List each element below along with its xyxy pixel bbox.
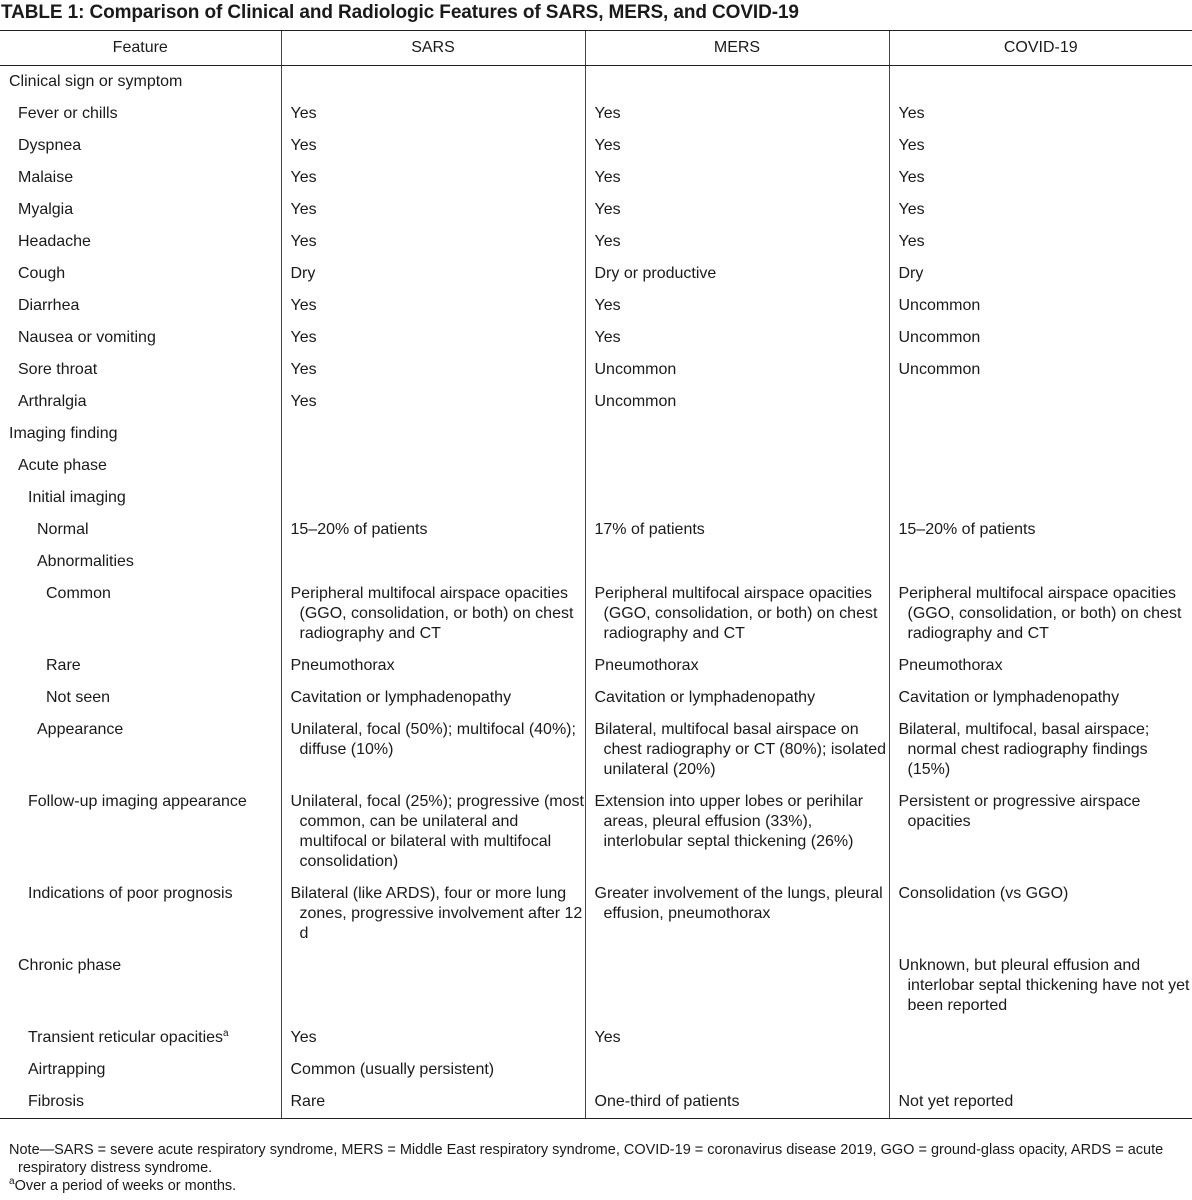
table-row — [0, 1086, 1192, 1119]
mers-value: One-third of patients — [594, 1093, 740, 1110]
sars-cell — [281, 194, 585, 226]
table-row — [0, 1054, 1192, 1086]
table-row — [0, 418, 1192, 450]
sars-value: Pneumothorax — [290, 657, 395, 674]
covid-value: Yes — [898, 201, 925, 218]
mers-value: 17% of patients — [594, 521, 705, 538]
sars-value: Yes — [290, 361, 317, 378]
table-row — [0, 546, 1192, 578]
sars-cell — [281, 130, 585, 162]
sars-cell — [281, 322, 585, 354]
sars-value: Yes — [290, 329, 317, 346]
mers-value: Yes — [594, 105, 621, 122]
feature-cell — [0, 418, 281, 450]
feature-cell — [0, 98, 281, 130]
feature-label: Cough — [18, 265, 66, 282]
sars-cell — [281, 514, 585, 546]
footnote-text: Over a period of weeks or months. — [14, 1178, 237, 1194]
sars-cell — [281, 786, 585, 878]
covid-value: Not yet reported — [898, 1093, 1014, 1110]
covid-cell — [889, 322, 1192, 354]
mers-value: Yes — [594, 201, 621, 218]
feature-label: Airtrapping — [28, 1061, 106, 1078]
feature-cell — [0, 714, 281, 786]
table-row — [0, 322, 1192, 354]
feature-label: Not seen — [46, 689, 111, 706]
table-row — [0, 258, 1192, 290]
mers-cell — [585, 578, 889, 650]
feature-cell — [0, 578, 281, 650]
covid-cell — [889, 1054, 1192, 1086]
sars-value: Yes — [290, 393, 317, 410]
header-row — [0, 31, 1192, 66]
feature-cell — [0, 130, 281, 162]
table-notes — [9, 1141, 1189, 1195]
mers-value: Yes — [594, 137, 621, 154]
mers-value: Extension into upper lobes or perihilar areas, pleural effusion (33%), interlobular septal thickening (26%) — [594, 793, 864, 850]
mers-value: Pneumothorax — [594, 657, 699, 674]
footnote-marker: a — [223, 1028, 229, 1039]
table-row — [0, 290, 1192, 322]
covid-cell — [889, 950, 1192, 1022]
sars-cell — [281, 98, 585, 130]
covid-cell — [889, 682, 1192, 714]
sars-cell — [281, 714, 585, 786]
sars-cell — [281, 162, 585, 194]
sars-value: Unilateral, focal (50%); multifocal (40%); diffuse (10%) — [290, 721, 576, 758]
covid-value: Unknown, but pleural effusion and interlobar septal thickening have not yet been reported — [898, 957, 1190, 1014]
covid-cell — [889, 786, 1192, 878]
mers-cell — [585, 194, 889, 226]
sars-value: Yes — [290, 297, 317, 314]
sars-value: Cavitation or lymphadenopathy — [290, 689, 512, 706]
column-header-feature: Feature — [0, 31, 281, 66]
table-row — [0, 194, 1192, 226]
mers-value: Yes — [594, 297, 621, 314]
feature-cell — [0, 258, 281, 290]
covid-value: Persistent or progressive airspace opacities — [898, 793, 1141, 830]
table-body — [0, 66, 1192, 1119]
covid-cell — [889, 578, 1192, 650]
feature-label: Diarrhea — [18, 297, 80, 314]
mers-cell — [585, 714, 889, 786]
sars-cell — [281, 950, 585, 1022]
sars-value: Unilateral, focal (25%); progressive (most common, can be unilateral and multifocal or bilateral with multifocal consolidation) — [290, 793, 584, 870]
feature-label: Common — [46, 585, 111, 602]
covid-value: Bilateral, multifocal, basal airspace; normal chest radiography findings (15%) — [898, 721, 1150, 778]
table-row — [0, 1022, 1192, 1054]
table-row — [0, 482, 1192, 514]
footnote — [9, 1178, 236, 1194]
mers-value: Greater involvement of the lungs, pleural effusion, pneumothorax — [594, 885, 883, 922]
mers-value: Uncommon — [594, 393, 677, 410]
mers-cell — [585, 482, 889, 514]
mers-cell — [585, 258, 889, 290]
mers-cell — [585, 1054, 889, 1086]
feature-cell — [0, 354, 281, 386]
sars-cell — [281, 878, 585, 950]
mers-cell — [585, 1086, 889, 1119]
mers-value: Yes — [594, 329, 621, 346]
feature-cell — [0, 226, 281, 258]
sars-cell — [281, 546, 585, 578]
feature-label: Rare — [46, 657, 81, 674]
sars-value: Yes — [290, 137, 317, 154]
table-row — [0, 682, 1192, 714]
feature-cell — [0, 322, 281, 354]
table-row — [0, 578, 1192, 650]
feature-label: Imaging finding — [9, 425, 118, 442]
sars-value: Yes — [290, 1029, 317, 1046]
table-title: TABLE 1: Comparison of Clinical and Radiologic Features of SARS, MERS, and COVID-19 — [1, 2, 799, 23]
table-row — [0, 130, 1192, 162]
table-row — [0, 354, 1192, 386]
sars-cell — [281, 450, 585, 482]
sars-value: Peripheral multifocal airspace opacities (GGO, consolidation, or both) on chest radiography and CT — [290, 585, 574, 642]
covid-cell — [889, 98, 1192, 130]
table-row — [0, 386, 1192, 418]
sars-cell — [281, 386, 585, 418]
feature-cell — [0, 1022, 281, 1054]
feature-cell — [0, 290, 281, 322]
table-row — [0, 878, 1192, 950]
mers-cell — [585, 950, 889, 1022]
covid-cell — [889, 418, 1192, 450]
feature-label: Abnormalities — [37, 553, 134, 570]
feature-cell — [0, 194, 281, 226]
feature-label: Chronic phase — [18, 957, 122, 974]
column-header-mers: MERS — [585, 31, 889, 66]
sars-cell — [281, 354, 585, 386]
covid-cell — [889, 546, 1192, 578]
feature-cell — [0, 162, 281, 194]
covid-cell — [889, 514, 1192, 546]
sars-value: Yes — [290, 105, 317, 122]
feature-label: Dyspnea — [18, 137, 82, 154]
feature-label: Follow-up imaging appearance — [28, 793, 247, 810]
feature-cell — [0, 66, 281, 99]
sars-value: 15–20% of patients — [290, 521, 428, 538]
feature-cell — [0, 950, 281, 1022]
mers-cell — [585, 514, 889, 546]
covid-value: Uncommon — [898, 297, 981, 314]
mers-cell — [585, 786, 889, 878]
feature-label: Nausea or vomiting — [18, 329, 156, 346]
covid-cell — [889, 482, 1192, 514]
covid-value: Dry — [898, 265, 924, 282]
mers-value: Cavitation or lymphadenopathy — [594, 689, 816, 706]
table-row — [0, 66, 1192, 99]
feature-label: Headache — [18, 233, 91, 250]
sars-cell — [281, 226, 585, 258]
table-row — [0, 226, 1192, 258]
mers-cell — [585, 386, 889, 418]
covid-value: Yes — [898, 137, 925, 154]
mers-cell — [585, 878, 889, 950]
sars-cell — [281, 418, 585, 450]
mers-cell — [585, 322, 889, 354]
feature-cell — [0, 386, 281, 418]
covid-cell — [889, 226, 1192, 258]
sars-value: Common (usually persistent) — [290, 1061, 495, 1078]
covid-value: Consolidation (vs GGO) — [898, 885, 1069, 902]
covid-value: Pneumothorax — [898, 657, 1003, 674]
sars-cell — [281, 1054, 585, 1086]
feature-label: Fever or chills — [18, 105, 118, 122]
mers-cell — [585, 98, 889, 130]
feature-cell — [0, 878, 281, 950]
mers-value: Peripheral multifocal airspace opacities (GGO, consolidation, or both) on chest radiography and CT — [594, 585, 878, 642]
covid-cell — [889, 258, 1192, 290]
sars-value: Yes — [290, 201, 317, 218]
mers-value: Yes — [594, 233, 621, 250]
mers-cell — [585, 354, 889, 386]
sars-cell — [281, 258, 585, 290]
mers-cell — [585, 130, 889, 162]
sars-cell — [281, 1022, 585, 1054]
feature-cell — [0, 650, 281, 682]
mers-cell — [585, 162, 889, 194]
feature-label: Transient reticular opacities — [28, 1029, 224, 1046]
feature-cell — [0, 482, 281, 514]
covid-cell — [889, 354, 1192, 386]
covid-cell — [889, 878, 1192, 950]
table-row — [0, 514, 1192, 546]
feature-label: Clinical sign or symptom — [9, 73, 183, 90]
sars-cell — [281, 482, 585, 514]
mers-cell — [585, 450, 889, 482]
covid-value: Peripheral multifocal airspace opacities (GGO, consolidation, or both) on chest radiography and CT — [898, 585, 1182, 642]
mers-value: Yes — [594, 1029, 621, 1046]
sars-cell — [281, 290, 585, 322]
covid-value: Cavitation or lymphadenopathy — [898, 689, 1120, 706]
table-row — [0, 162, 1192, 194]
covid-cell — [889, 714, 1192, 786]
feature-cell — [0, 1054, 281, 1086]
sars-value: Rare — [290, 1093, 326, 1110]
mers-cell — [585, 418, 889, 450]
covid-value: 15–20% of patients — [898, 521, 1036, 538]
table-row — [0, 714, 1192, 786]
abbreviation-note: Note—SARS = severe acute respiratory syndrome, MERS = Middle East respiratory syndrome, COVID-19 = coronavirus disease 2019, GGO = ground-glass opacity, ARDS = acute respiratory distress syndrome. — [9, 1142, 1164, 1176]
mers-cell — [585, 226, 889, 258]
covid-cell — [889, 194, 1192, 226]
covid-cell — [889, 650, 1192, 682]
feature-cell — [0, 546, 281, 578]
feature-cell — [0, 514, 281, 546]
feature-label: Fibrosis — [28, 1093, 85, 1110]
covid-value: Uncommon — [898, 361, 981, 378]
feature-cell — [0, 450, 281, 482]
column-header-covid: COVID-19 — [889, 31, 1192, 66]
feature-label: Acute phase — [18, 457, 107, 474]
mers-value: Yes — [594, 169, 621, 186]
covid-value: Yes — [898, 169, 925, 186]
feature-label: Arthralgia — [18, 393, 87, 410]
table-row — [0, 98, 1192, 130]
feature-cell — [0, 682, 281, 714]
covid-value: Yes — [898, 233, 925, 250]
mers-cell — [585, 66, 889, 99]
covid-cell — [889, 162, 1192, 194]
mers-cell — [585, 1022, 889, 1054]
table-row — [0, 650, 1192, 682]
covid-cell — [889, 1086, 1192, 1119]
sars-cell — [281, 1086, 585, 1119]
sars-cell — [281, 66, 585, 99]
table-row — [0, 450, 1192, 482]
covid-cell — [889, 290, 1192, 322]
covid-cell — [889, 66, 1192, 99]
feature-label: Appearance — [37, 721, 124, 738]
mers-cell — [585, 682, 889, 714]
sars-value: Yes — [290, 233, 317, 250]
covid-cell — [889, 130, 1192, 162]
feature-label: Sore throat — [18, 361, 98, 378]
table-row — [0, 786, 1192, 878]
sars-cell — [281, 578, 585, 650]
feature-label: Normal — [37, 521, 89, 538]
footnote-mark: a — [9, 1176, 15, 1187]
comparison-table — [0, 30, 1192, 1119]
sars-value: Yes — [290, 169, 317, 186]
covid-cell — [889, 386, 1192, 418]
mers-value: Dry or productive — [594, 265, 717, 282]
column-header-sars: SARS — [281, 31, 585, 66]
sars-value: Bilateral (like ARDS), four or more lung zones, progressive involvement after 12 d — [290, 885, 583, 942]
sars-cell — [281, 650, 585, 682]
feature-label: Malaise — [18, 169, 74, 186]
table-row — [0, 950, 1192, 1022]
sars-cell — [281, 682, 585, 714]
mers-value: Uncommon — [594, 361, 677, 378]
covid-cell — [889, 1022, 1192, 1054]
covid-value: Yes — [898, 105, 925, 122]
mers-cell — [585, 546, 889, 578]
mers-value: Bilateral, multifocal basal airspace on chest radiography or CT (80%); isolated unilateral (20%) — [594, 721, 887, 778]
feature-cell — [0, 1086, 281, 1119]
covid-cell — [889, 450, 1192, 482]
mers-cell — [585, 290, 889, 322]
feature-label: Myalgia — [18, 201, 74, 218]
feature-label: Indications of poor prognosis — [28, 885, 233, 902]
feature-label: Initial imaging — [28, 489, 126, 506]
covid-value: Uncommon — [898, 329, 981, 346]
sars-value: Dry — [290, 265, 316, 282]
feature-cell — [0, 786, 281, 878]
mers-cell — [585, 650, 889, 682]
